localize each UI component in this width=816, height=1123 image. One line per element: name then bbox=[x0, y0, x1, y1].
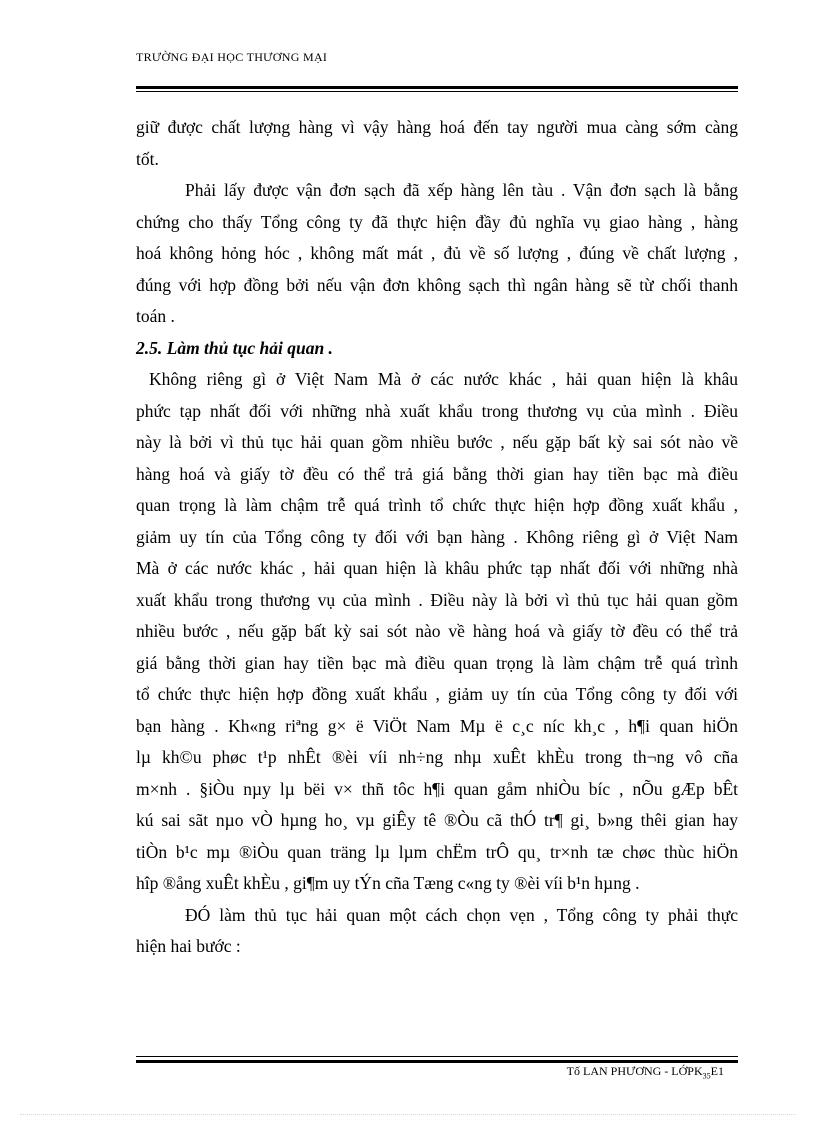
text-line: toán . bbox=[136, 306, 175, 326]
page-body bbox=[136, 112, 738, 963]
running-header: TRƯỜNG ĐẠI HỌC THƯƠNG MẠI bbox=[136, 50, 328, 64]
text-line: lµ kh©u phøc t¹p nhÊt ®èi víi nh÷ng nhµ xuÊt khÈu trong th¬ng vô cña bbox=[136, 747, 738, 767]
text-line: bạn hàng . Kh«ng riªng g× ë ViÖt Nam Mµ ë c¸c níc kh¸c , h¶i quan hiÖn bbox=[136, 715, 738, 736]
header-rule-thick bbox=[136, 86, 738, 89]
text-line: tiÒn b¹c mµ ®iÒu quan träng lµ lµm chËm trÔ qu¸ tr×nh tæ chøc thùc hiÖn bbox=[136, 841, 738, 862]
text-line: Không riêng gì ở Việt Nam Mà ở các nước khác , hải quan hiện là khâu bbox=[149, 369, 738, 389]
footer-class-subscript: 35 bbox=[702, 1071, 711, 1081]
text-line: tổ chức thực hiện hợp đồng xuất khẩu , giảm uy tín của Tổng công ty đối với bbox=[136, 684, 738, 704]
text-line: đúng với hợp đồng bởi nếu vận đơn không sạch thì ngân hàng sẽ từ chối thanh bbox=[136, 274, 738, 295]
paragraph-steps-intro bbox=[136, 900, 738, 963]
footer-rule-thin bbox=[136, 1056, 738, 1057]
text-line: giảm uy tín của Tổng công ty đối với bạn hàng . Không riêng gì ở Việt Nam bbox=[136, 526, 738, 547]
text-line: m×nh . §iÒu nµy lµ bëi v× thñ tôc h¶i quan gåm nhiÒu bíc , nÕu gÆp bÊt bbox=[136, 778, 738, 799]
text-line: hàng hoá và giấy tờ đều có thể trả giá bằng thời gian hay tiền bạc mà điều bbox=[136, 463, 738, 484]
text-line: kú sai sãt nµo vÒ hµng ho¸ vµ giÊy tê ®Òu cã thÓ tr¶ gi¸ b»ng thêi gian hay bbox=[136, 810, 738, 830]
running-footer bbox=[567, 1064, 724, 1080]
section-heading bbox=[136, 333, 738, 365]
footer-class-suffix: E1 bbox=[710, 1064, 724, 1078]
text-line: hiện hai bước : bbox=[136, 936, 241, 956]
header-rule-thin bbox=[136, 91, 738, 92]
text-line: ĐÓ làm thủ tục hải quan một cách chọn vẹn , Tổng công ty phải thực bbox=[185, 904, 738, 925]
paragraph-customs bbox=[136, 364, 738, 900]
text-line: hoá không hỏng hóc , không mất mát , đủ về số lượng , đúng về chất lượng , bbox=[136, 243, 738, 263]
text-line: nhiều bước , nếu gặp bất kỳ sai sót nào về hàng hoá và giấy tờ đều có thể trả bbox=[136, 621, 738, 641]
text-line: Mà ở các nước khác , hải quan hiện là khâu phức tạp nhất đối với những nhà bbox=[136, 558, 738, 578]
paragraph-continuation bbox=[136, 112, 738, 175]
text-line: hîp ®ång xuÊt khÈu , gi¶m uy tÝn cña Tæng c«ng ty ®èi víi b¹n hµng . bbox=[136, 873, 640, 893]
text-line: giá bằng thời gian hay tiền bạc mà điều quan trọng là làm chậm trễ quá trình bbox=[136, 652, 738, 673]
text-line: giữ được chất lượng hàng vì vậy hàng hoá đến tay người mua càng sớm càng bbox=[136, 117, 738, 137]
text-line: này là bởi vì thủ tục hải quan gồm nhiều bước , nếu gặp bất kỳ sai sót nào về bbox=[136, 432, 738, 452]
section-number: 2.5. bbox=[136, 337, 163, 358]
page-bottom-dotted-edge bbox=[20, 1114, 796, 1115]
footer-author: Tố LAN PHƯƠNG - LỚPK bbox=[566, 1064, 703, 1078]
text-line: chứng cho thấy Tổng công ty đã thực hiện đầy đủ nghĩa vụ giao hàng , hàng bbox=[136, 211, 738, 232]
footer-rule-thick bbox=[136, 1060, 738, 1063]
text-line: tốt. bbox=[136, 148, 159, 169]
text-line: phức tạp nhất đối với những nhà xuất khẩu trong thương vụ của mình . Điều bbox=[136, 400, 738, 421]
text-line: xuất khẩu trong thương vụ của mình . Điều này là bởi vì thủ tục hải quan gồm bbox=[136, 589, 738, 610]
paragraph-bill-of-lading bbox=[136, 175, 738, 333]
section-title: Làm thủ tục hải quan . bbox=[166, 337, 333, 358]
text-line: quan trọng là làm chậm trễ quá trình tổ chức thực hiện hợp đồng xuất khẩu , bbox=[136, 495, 738, 515]
text-line: Phải lấy được vận đơn sạch đã xếp hàng lên tàu . Vận đơn sạch là bằng bbox=[185, 180, 738, 200]
